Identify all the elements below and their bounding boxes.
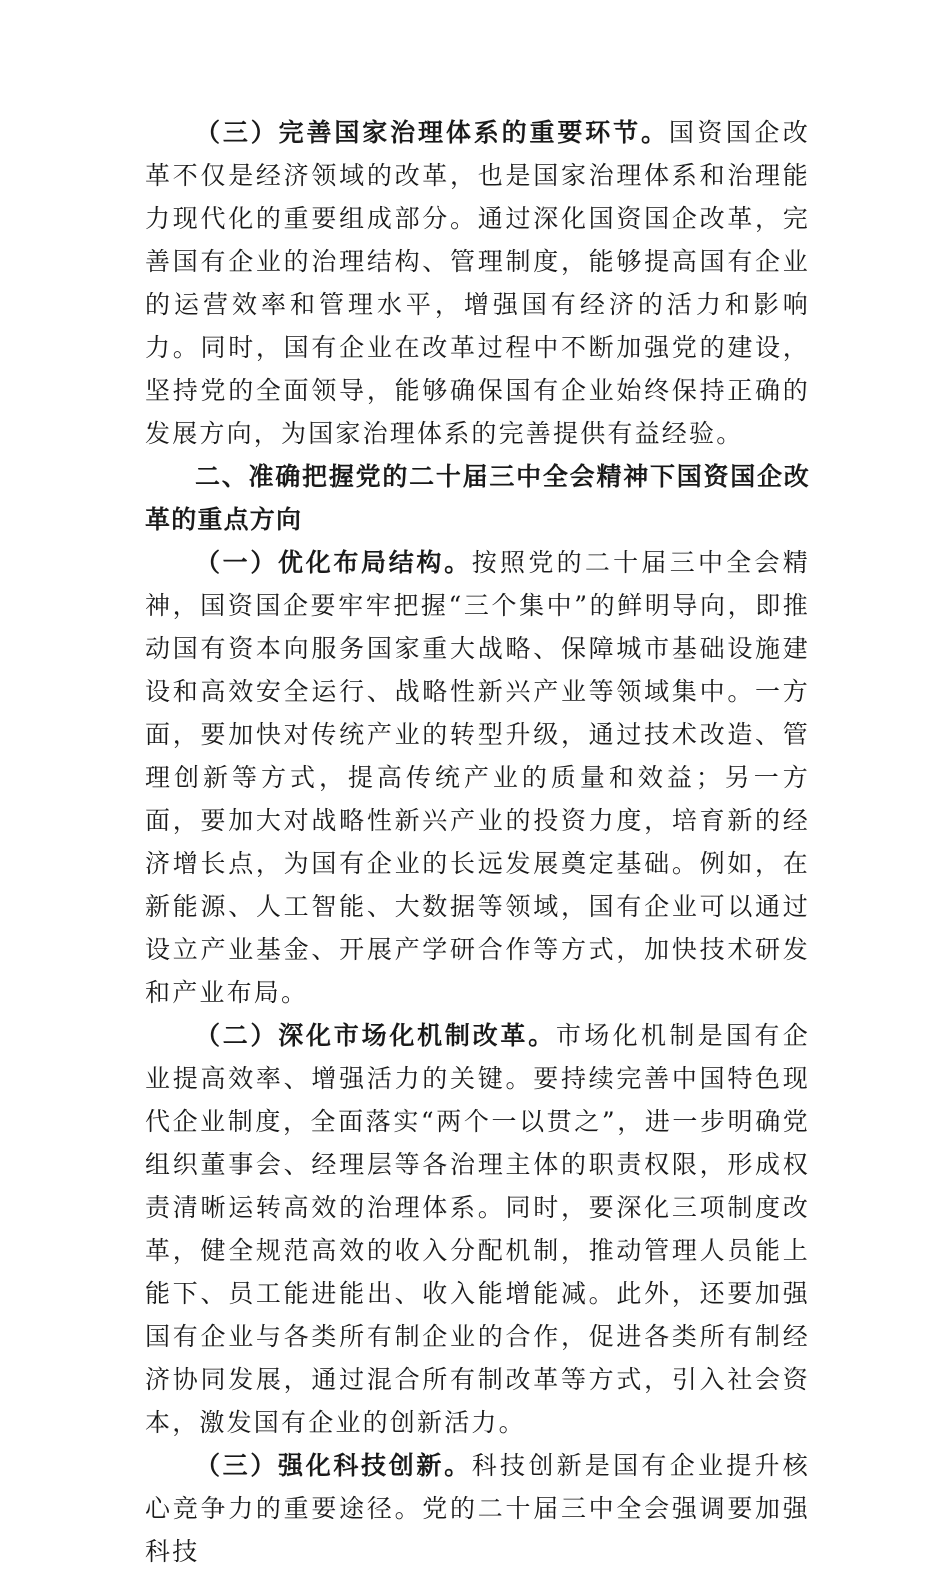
paragraph-heading: （三）强化科技创新。 xyxy=(195,1451,472,1480)
paragraph-market-mechanism xyxy=(145,1014,810,1444)
paragraph-heading: （三）完善国家治理体系的重要环节。 xyxy=(195,118,669,147)
paragraph-heading: （二）深化市场化机制改革。 xyxy=(195,1021,556,1050)
paragraph-tech-innovation xyxy=(145,1444,810,1573)
section-heading-key-directions: 二、准确把握党的二十届三中全会精神下国资国企改革的重点方向 xyxy=(145,462,810,534)
paragraph-text: 按照党的二十届三中全会精神，国资国企要牢牢把握“三个集中”的鲜明导向，即推动国有资本向服务国家重大战略、保障城市基础设施建设和高效安全运行、战略性新兴产业等领域集中。一方面，要加快对传统产业的转型升级，通过技术改造、管理创新等方式，提高传统产业的质量和效益；另一方面，要加大对战略性新兴产业的投资力度，培育新的经济增长点，为国有企业的长远发展奠定基础。例如，在新能源、人工智能、大数据等领域，国有企业可以通过设立产业基金、开展产学研合作等方式，加快技术研发和产业布局。 xyxy=(145,548,810,1007)
paragraph-text: 科技创新是国有企业提升核心竞争力的重要途径。党的二十届三中全会强调要加强科技 xyxy=(145,1451,810,1566)
document-body xyxy=(145,111,810,1573)
paragraph-governance-system xyxy=(145,111,810,455)
paragraph-text: 市场化机制是国有企业提高效率、增强活力的关键。要持续完善中国特色现代企业制度，全面落实“两个一以贯之”，进一步明确党组织董事会、经理层等各治理主体的职责权限，形成权责清晰运转高效的治理体系。同时，要深化三项制度改革，健全规范高效的收入分配机制，推动管理人员能上能下、员工能进能出、收入能增能减。此外，还要加强国有企业与各类所有制企业的合作，促进各类所有制经济协同发展，通过混合所有制改革等方式，引入社会资本，激发国有企业的创新活力。 xyxy=(145,1021,810,1437)
paragraph-text: 国资国企改革不仅是经济领域的改革，也是国家治理体系和治理能力现代化的重要组成部分。通过深化国资国企改革，完善国有企业的治理结构、管理制度，能够提高国有企业的运营效率和管理水平，增强国有经济的活力和影响力。同时，国有企业在改革过程中不断加强党的建设，坚持党的全面领导，能够确保国有企业始终保持正确的发展方向，为国家治理体系的完善提供有益经验。 xyxy=(145,118,810,448)
paragraph-optimize-layout xyxy=(145,541,810,1014)
paragraph-heading: （一）优化布局结构。 xyxy=(195,548,472,577)
